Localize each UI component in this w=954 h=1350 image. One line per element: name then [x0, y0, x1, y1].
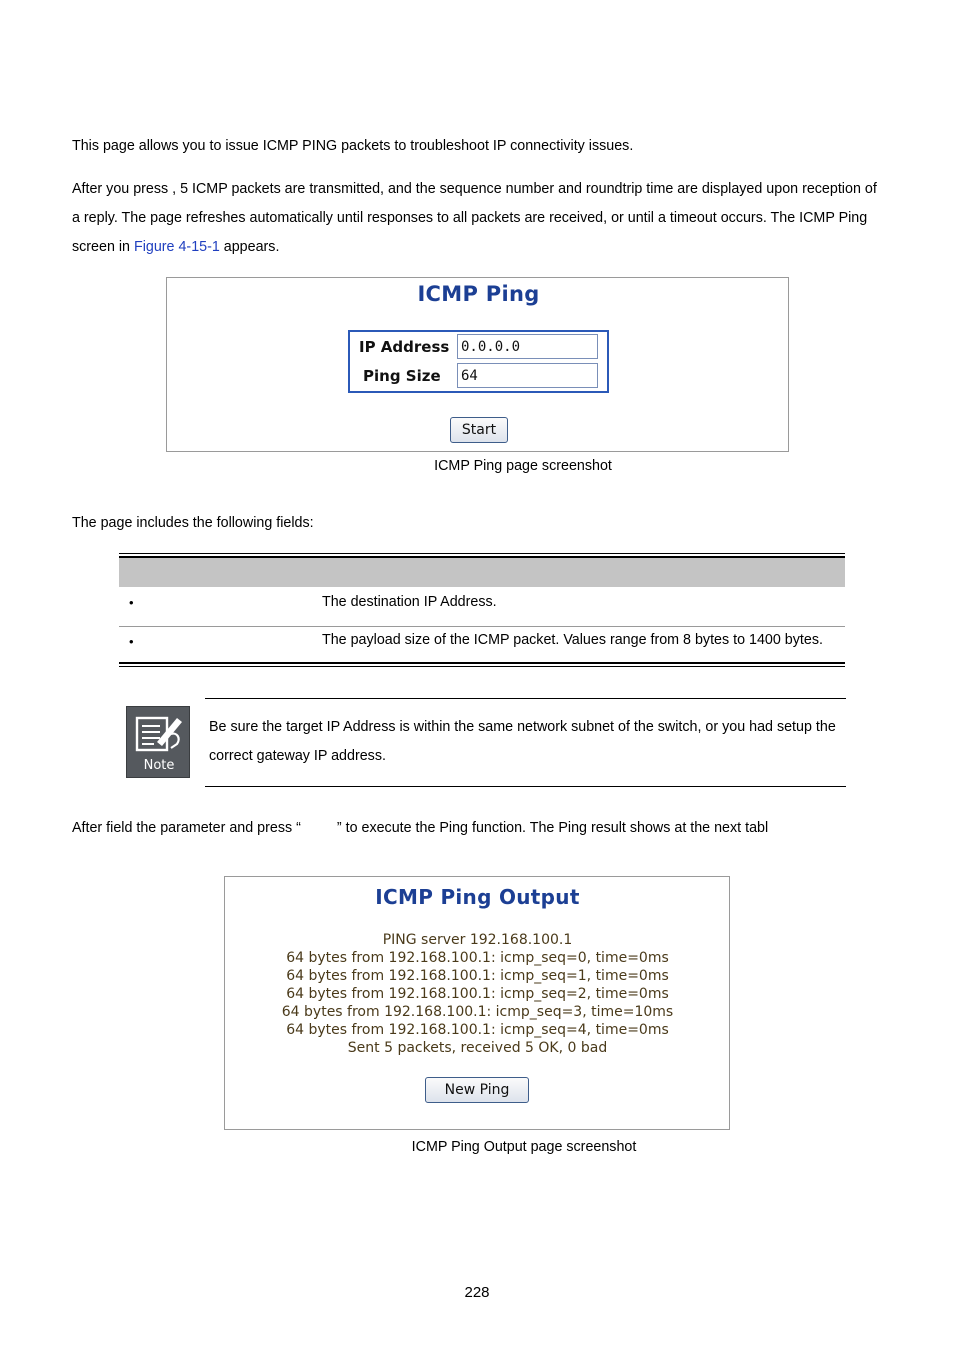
fields-intro: The page includes the following fields: [72, 515, 314, 531]
ping-output-caption: ICMP Ping Output page screenshot [411, 1139, 637, 1155]
note-line-1: Be sure the target IP Address is within the same network subnet of the switch, or you had setup the [209, 719, 836, 735]
after-text [72, 814, 887, 843]
new-ping-button[interactable]: New Ping [425, 1077, 529, 1103]
intro-line-3: a reply. The page refreshes automatically until responses to all packets are received, or until a timeout occurs. The ICMP Ping [72, 210, 868, 226]
notepad-pencil-icon [133, 712, 185, 756]
icmp-ping-title: ICMP Ping [417, 282, 540, 306]
note-icon-label: Note [143, 758, 175, 773]
table-header [119, 558, 845, 587]
row-2-bullet: • [129, 634, 134, 649]
table-row-divider [119, 626, 845, 627]
ping-size-input[interactable] [457, 363, 598, 388]
output-line: 64 bytes from 192.168.100.1: icmp_seq=3, time=10ms [281, 1004, 674, 1020]
output-line: 64 bytes from 192.168.100.1: icmp_seq=1, time=0ms [286, 968, 669, 984]
output-line: 64 bytes from 192.168.100.1: icmp_seq=0, time=0ms [286, 950, 669, 966]
table-bottom-rule [119, 666, 845, 667]
figure-link[interactable]: Figure 4-15-1 [133, 239, 220, 255]
ping-output-title: ICMP Ping Output [375, 885, 580, 909]
output-summary: Sent 5 packets, received 5 OK, 0 bad [347, 1040, 608, 1056]
ping-form-box [348, 330, 609, 393]
note-bottom-rule [205, 786, 846, 787]
ping-size-label: Ping Size [363, 367, 441, 385]
intro-line-4-suffix: appears. [219, 239, 280, 255]
intro-line-4-prefix: screen in [72, 239, 134, 255]
output-line: 64 bytes from 192.168.100.1: icmp_seq=2, time=0ms [286, 986, 669, 1002]
output-line: PING server 192.168.100.1 [382, 932, 573, 948]
intro-line-2: After you press , 5 ICMP packets are transmitted, and the sequence number and roundtrip time are displayed upon reception of [72, 181, 877, 197]
icmp-ping-caption: ICMP Ping page screenshot [434, 458, 612, 474]
note-top-rule [205, 698, 846, 699]
note-icon [126, 706, 190, 778]
start-button[interactable]: Start [450, 417, 508, 443]
table-bottom-rule-thick [119, 662, 845, 664]
row-1-description: The destination IP Address. [322, 594, 497, 610]
row-2-description: The payload size of the ICMP packet. Values range from 8 bytes to 1400 bytes. [322, 632, 823, 648]
ping-output-screenshot [224, 876, 730, 1130]
note-line-2: correct gateway IP address. [209, 748, 386, 764]
output-line: 64 bytes from 192.168.100.1: icmp_seq=4, time=0ms [286, 1022, 669, 1038]
table-top-rule [119, 553, 845, 554]
row-1-bullet: • [129, 595, 134, 610]
after-text-suffix: ” to execute the Ping function. The Ping result shows at the next tabl [336, 820, 769, 836]
after-text-prefix: After field the parameter and press “ [72, 820, 301, 836]
ip-address-input[interactable] [457, 334, 598, 359]
page-number: 228 [464, 1284, 490, 1301]
icmp-ping-screenshot [166, 277, 789, 452]
intro-line-1: This page allows you to issue ICMP PING packets to troubleshoot IP connectivity issues. [72, 138, 634, 154]
intro-line-4 [72, 233, 887, 262]
ip-address-label: IP Address [359, 338, 450, 356]
